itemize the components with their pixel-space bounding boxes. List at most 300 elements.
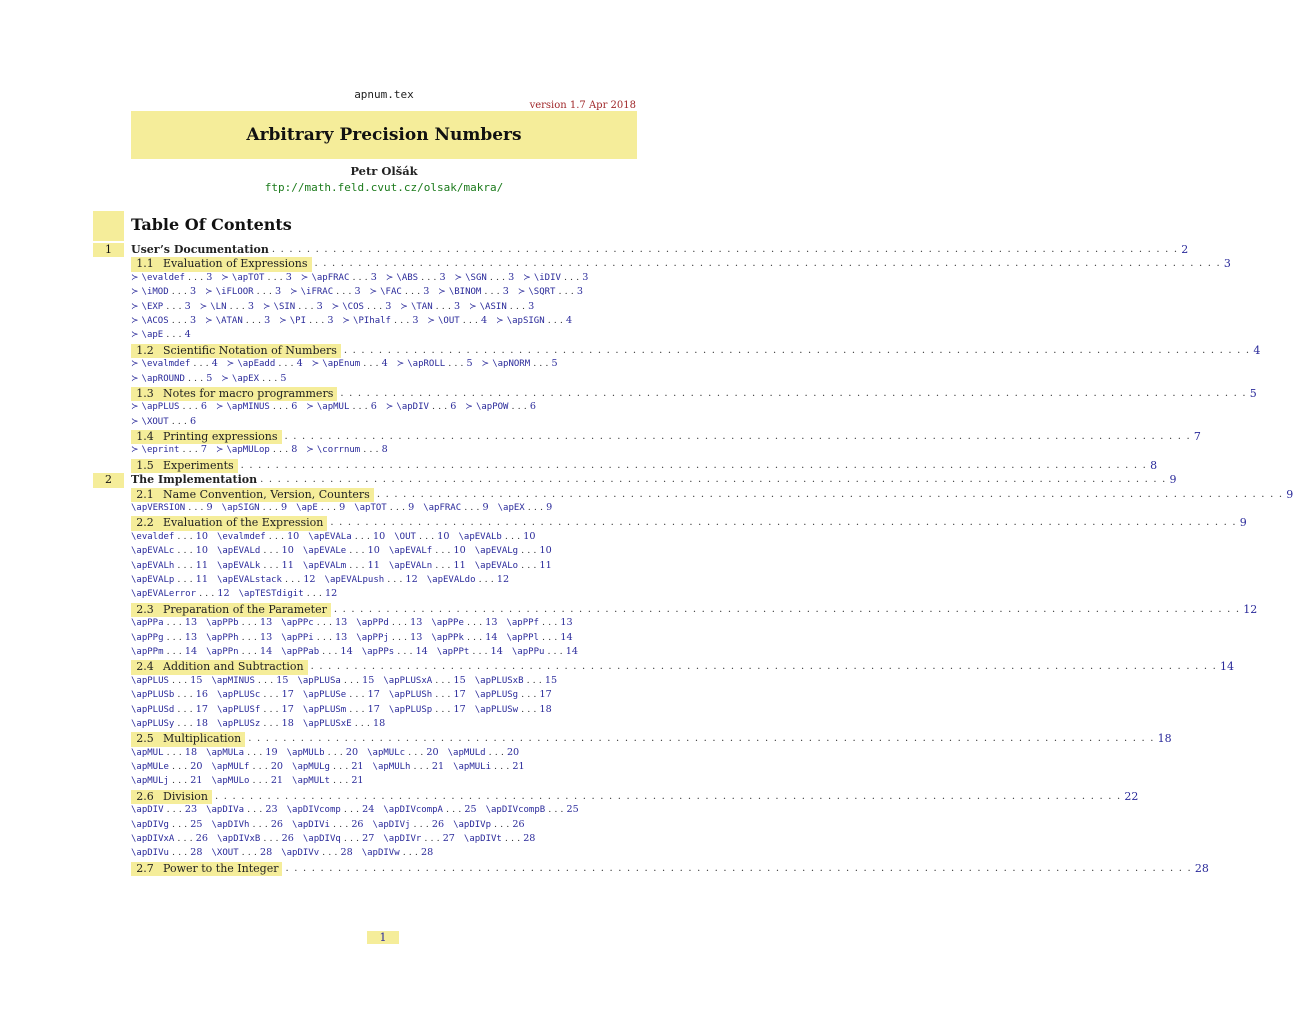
entry-page: 18	[373, 717, 386, 729]
index-entry[interactable]	[431, 617, 497, 628]
index-entry[interactable]	[498, 502, 553, 513]
entry-dots: . . .	[486, 271, 509, 283]
index-entry[interactable]	[227, 358, 303, 369]
subsection-title: Division	[163, 789, 208, 803]
entry-page: 26	[351, 818, 364, 830]
toc-subsection-row[interactable]	[93, 487, 1293, 502]
index-entry[interactable]	[459, 531, 536, 542]
index-entry[interactable]	[222, 502, 287, 513]
macro-name: \COS	[342, 301, 364, 312]
entry-page: 5	[280, 372, 287, 384]
entry-page: 13	[259, 631, 273, 643]
entry-dots: . . .	[524, 502, 547, 514]
entry-page: 5	[551, 358, 558, 370]
page-ref[interactable]: 22	[1124, 789, 1139, 803]
macro-name: \PI	[289, 315, 307, 326]
index-entry[interactable]	[131, 272, 212, 283]
macro-name: \apDIVcomp	[286, 805, 341, 816]
succ-arrow-icon: ≻	[385, 402, 394, 413]
entry-dots: . . .	[475, 573, 497, 585]
macro-name: \apDIV	[396, 402, 429, 413]
index-entry[interactable]	[397, 358, 473, 369]
entry-dots: . . .	[360, 358, 382, 370]
succ-arrow-icon: ≻	[369, 287, 378, 298]
entry-dots: . . .	[168, 314, 190, 326]
entry-page: 10	[453, 545, 466, 557]
index-entry[interactable]	[303, 704, 380, 715]
toc-subsection-row[interactable]	[93, 386, 1257, 401]
index-entry[interactable]	[475, 560, 552, 571]
entry-page: 4	[481, 314, 488, 326]
index-entry[interactable]	[131, 588, 230, 599]
index-entry[interactable]	[303, 833, 375, 844]
macro-name: \apDIVr	[383, 834, 422, 845]
index-entry[interactable]	[131, 617, 197, 628]
index-entry[interactable]	[217, 704, 294, 715]
macro-name: \apDIVg	[131, 819, 169, 830]
macro-name: \apMULd	[447, 747, 486, 758]
index-entry[interactable]	[206, 747, 278, 758]
succ-arrow-icon: ≻	[306, 445, 314, 456]
index-entry[interactable]	[292, 775, 364, 786]
index-entry[interactable]	[212, 675, 289, 686]
index-entry[interactable]	[356, 617, 422, 628]
index-entry[interactable]	[343, 315, 419, 326]
entry-dots: . . .	[401, 286, 424, 298]
macro-name: \SQRT	[528, 287, 556, 298]
entry-dots: . . .	[432, 703, 454, 715]
index-entry[interactable]	[506, 617, 572, 628]
index-entry[interactable]	[306, 401, 377, 412]
entry-dots: . . .	[432, 674, 454, 686]
index-entry[interactable]	[290, 286, 361, 297]
index-entries-row	[93, 272, 675, 286]
toc-subsection-row[interactable]	[93, 430, 1201, 444]
macro-name: \apPPu	[511, 646, 545, 657]
entry-dots: . . .	[260, 559, 282, 571]
entry-page: 25	[464, 804, 477, 816]
index-entry[interactable]	[131, 747, 197, 758]
entry-dots: . . .	[275, 358, 297, 370]
index-entry[interactable]	[303, 718, 385, 729]
index-entry[interactable]	[512, 646, 578, 657]
macro-name: \SIN	[273, 301, 296, 312]
index-entry[interactable]	[206, 617, 272, 628]
index-entry[interactable]	[131, 704, 208, 715]
macro-name: \evalmdef	[216, 531, 266, 542]
entry-page: 19	[265, 746, 278, 758]
index-entry[interactable]	[475, 689, 552, 700]
entry-page: 3	[327, 314, 334, 326]
entry-dots: . . .	[329, 775, 352, 787]
index-entry[interactable]	[475, 704, 552, 715]
entry-page: 28	[190, 847, 203, 859]
succ-arrow-icon: ≻	[469, 301, 477, 312]
entry-dots: . . .	[238, 645, 260, 657]
macro-name: \apTESTdigit	[238, 589, 304, 600]
index-entry[interactable]	[131, 531, 208, 542]
index-entry[interactable]	[464, 833, 536, 844]
entry-page: 6	[450, 401, 457, 413]
entry-page: 11	[195, 573, 208, 585]
entry-page: 21	[270, 775, 284, 787]
macro-name: \corrnum	[316, 445, 361, 456]
index-entry[interactable]	[131, 718, 208, 729]
index-entry[interactable]	[292, 761, 364, 772]
index-entry[interactable]	[131, 329, 191, 340]
index-entry[interactable]	[221, 373, 286, 384]
index-entry[interactable]	[325, 574, 418, 585]
index-entry[interactable]	[206, 804, 278, 815]
index-entry[interactable]	[354, 502, 414, 513]
macro-name: \apMULi	[453, 762, 491, 773]
macro-name: \apPLUSa	[297, 675, 341, 686]
index-entry[interactable]	[523, 272, 588, 283]
succ-arrow-icon: ≻	[427, 315, 435, 326]
index-entry[interactable]	[217, 560, 294, 571]
index-entry[interactable]	[438, 286, 509, 297]
toc-subsection-row[interactable]	[93, 516, 1247, 530]
toc-section-row[interactable]	[93, 243, 1189, 257]
succ-arrow-icon: ≻	[290, 287, 298, 298]
index-entry[interactable]	[356, 632, 422, 643]
index-entry[interactable]	[212, 775, 284, 786]
index-entry[interactable]	[131, 545, 208, 556]
index-entries-row	[93, 286, 675, 300]
index-entries-row	[93, 301, 675, 315]
index-entry[interactable]	[131, 819, 203, 830]
index-entry[interactable]	[496, 315, 572, 326]
index-entry[interactable]	[312, 358, 388, 369]
index-entry[interactable]	[475, 675, 557, 686]
index-entry[interactable]	[263, 301, 323, 312]
index-entry[interactable]	[423, 502, 488, 513]
index-entry[interactable]	[212, 847, 273, 858]
macro-name: \apFRAC	[423, 503, 462, 514]
page-ref[interactable]: 8	[1150, 458, 1158, 472]
index-entry[interactable]	[131, 373, 212, 384]
macro-name: \FAC	[380, 287, 402, 298]
index-entry[interactable]	[455, 272, 515, 283]
index-entry[interactable]	[486, 804, 579, 815]
leader-dots: . . . . . . . . . . . . . . . . . . . . . . . . . . . . . . . . . . . . . . . . . . . . . . . . . . . . . . . . . . . . . . . . . . . . . . . . . . . . . . . . . . . . . . . . . . . . . . . . . . . . . . . .	[240, 459, 1148, 471]
index-entry[interactable]	[281, 646, 353, 657]
index-entry[interactable]	[131, 416, 196, 427]
index-entry[interactable]	[386, 272, 446, 283]
entry-page: 27	[362, 833, 375, 845]
index-entry[interactable]	[465, 401, 536, 412]
succ-arrow-icon: ≻	[131, 402, 139, 413]
page-ref[interactable]: 4	[1253, 343, 1261, 357]
entry-page: 3	[370, 271, 377, 283]
index-entry[interactable]	[453, 819, 525, 830]
entry-page: 21	[431, 761, 445, 773]
succ-arrow-icon: ≻	[465, 402, 473, 413]
index-entry[interactable]	[131, 358, 218, 369]
index-entry[interactable]	[297, 675, 374, 686]
entry-page: 9	[206, 502, 213, 514]
toc-subsection-row[interactable]	[93, 861, 1209, 876]
entry-dots: . . .	[319, 847, 341, 859]
index-entries-row	[93, 401, 675, 415]
index-entry[interactable]	[131, 775, 203, 786]
leader-dots: . . . . . . . . . . . . . . . . . . . . . . . . . . . . . . . . . . . . . . . . . . . . . . . . . . . . . . . . . . . . . . . . . . . . . . . . . . . . . . . . . . . . . . . . . . . . . . . . . . . . . . . .	[214, 790, 1122, 802]
index-entry[interactable]	[292, 819, 364, 830]
toc-subsection-row[interactable]	[93, 789, 1139, 804]
toc-subsection-row[interactable]	[93, 343, 1261, 358]
index-entry[interactable]	[431, 632, 497, 643]
entry-page: 26	[512, 818, 525, 830]
entry-dots: . . .	[174, 573, 196, 585]
entry-dots: . . .	[163, 804, 185, 816]
entry-dots: . . .	[491, 818, 513, 830]
index-entry[interactable]	[131, 646, 197, 657]
entry-page: 6	[370, 401, 377, 413]
index-entry[interactable]	[217, 531, 299, 542]
index-entries-row	[93, 804, 675, 818]
macro-name: \apMINUS	[226, 402, 270, 413]
index-entry[interactable]	[303, 689, 380, 700]
macro-name: \apPLUSg	[474, 690, 519, 701]
macro-name: \apPLUSy	[131, 718, 175, 729]
index-entry[interactable]	[389, 560, 466, 571]
entry-page: 11	[281, 559, 294, 571]
index-entry[interactable]	[506, 632, 572, 643]
index-entry[interactable]	[221, 272, 292, 283]
macro-name: \apEVALd	[216, 546, 261, 557]
entry-page: 28	[421, 847, 434, 859]
index-entry[interactable]	[206, 646, 272, 657]
entry-page: 17	[367, 703, 380, 715]
index-entry[interactable]	[427, 574, 509, 585]
toc-subsection-row[interactable]	[93, 257, 1231, 271]
index-entry[interactable]	[308, 531, 385, 542]
index-entry[interactable]	[131, 301, 191, 312]
macro-name: \apEVALdo	[426, 574, 476, 585]
index-entry[interactable]	[475, 545, 552, 556]
index-entry[interactable]	[437, 646, 503, 657]
index-entry[interactable]	[448, 747, 520, 758]
index-entry[interactable]	[400, 301, 460, 312]
macro-name: \apDIVu	[131, 848, 169, 859]
entry-page: 15	[190, 674, 203, 686]
index-entry[interactable]	[205, 286, 281, 297]
index-entry[interactable]	[386, 401, 457, 412]
macro-name: \apDIVcompB	[485, 805, 546, 816]
index-entry[interactable]	[279, 315, 333, 326]
index-entry[interactable]	[217, 689, 294, 700]
index-entry[interactable]	[287, 804, 375, 815]
macro-name: \apMULf	[211, 762, 250, 773]
index-entry[interactable]	[389, 704, 466, 715]
macro-name: \iDIV	[533, 272, 561, 283]
index-entry[interactable]	[281, 632, 347, 643]
index-entry[interactable]	[301, 272, 377, 283]
page-ref[interactable]: 18	[1157, 732, 1172, 746]
page-ref[interactable]: 28	[1194, 861, 1209, 875]
page-ref[interactable]: 9	[1169, 473, 1177, 487]
index-entry[interactable]	[131, 632, 197, 643]
index-entry[interactable]	[216, 444, 297, 455]
index-entry[interactable]	[131, 833, 208, 844]
macro-name: \apPPa	[131, 618, 164, 629]
index-entry[interactable]	[287, 747, 359, 758]
index-entry[interactable]	[332, 301, 392, 312]
entry-page: 20	[506, 746, 520, 758]
subsection-highlight	[131, 660, 308, 674]
succ-arrow-icon: ≻	[523, 272, 531, 283]
index-entry[interactable]	[383, 804, 476, 815]
entry-dots: . . .	[190, 358, 212, 370]
entry-dots: . . .	[168, 674, 191, 686]
macro-name: \apEVALc	[131, 546, 175, 557]
entry-page: 6	[190, 415, 197, 427]
index-entry[interactable]	[427, 315, 487, 326]
index-entry[interactable]	[217, 545, 294, 556]
index-entries-row	[93, 444, 675, 458]
index-entry[interactable]	[205, 315, 270, 326]
index-entry[interactable]	[131, 560, 208, 571]
macro-name: \apEVALm	[302, 560, 347, 571]
page-ref[interactable]: 9	[1286, 487, 1293, 501]
page-ref[interactable]: 5	[1249, 386, 1257, 400]
index-entry[interactable]	[370, 286, 430, 297]
macro-name: \XOUT	[211, 848, 239, 859]
index-entry[interactable]	[469, 301, 534, 312]
index-entry[interactable]	[303, 560, 380, 571]
page-ref[interactable]: 14	[1219, 660, 1234, 674]
succ-arrow-icon: ≻	[496, 315, 504, 326]
entry-page: 26	[281, 833, 294, 845]
entry-page: 4	[211, 358, 218, 370]
index-entry[interactable]	[296, 502, 345, 513]
macro-name: \apPPs	[361, 646, 395, 657]
macro-name: \apPPn	[206, 646, 239, 657]
macro-name: \apMULc	[367, 747, 406, 758]
entry-dots: . . .	[432, 300, 454, 312]
macro-name: \ABS	[396, 272, 419, 283]
macro-name: \apDIV	[131, 805, 164, 816]
page-ref[interactable]: 7	[1193, 430, 1201, 444]
index-entry[interactable]	[131, 847, 203, 858]
entry-dots: . . .	[340, 674, 363, 686]
index-entry[interactable]	[217, 574, 316, 585]
entry-page: 12	[496, 573, 510, 585]
entry-page: 26	[195, 833, 208, 845]
entry-page: 10	[437, 530, 450, 542]
leader-dots: . . . . . . . . . . . . . . . . . . . . . . . . . . . . . . . . . . . . . . . . . . . . . . . . . . . . . . . . . . . . . . . . . . . . . . . . . . . . . . . . . . . . . . . . . . . . . . . . . . . . . . . .	[285, 862, 1192, 874]
entry-page: 11	[539, 559, 552, 571]
index-entry[interactable]	[212, 761, 284, 772]
entry-page: 13	[560, 617, 573, 629]
macro-name: \apMUL	[131, 747, 164, 758]
index-entry[interactable]	[216, 401, 297, 412]
index-entry[interactable]	[217, 718, 294, 729]
index-entry[interactable]	[206, 632, 272, 643]
succ-arrow-icon: ≻	[306, 402, 314, 413]
index-entry[interactable]	[453, 761, 525, 772]
toc-subsection-row[interactable]	[93, 602, 1258, 617]
index-entry[interactable]	[281, 617, 347, 628]
index-entry[interactable]	[373, 819, 445, 830]
macro-name: \OUT	[394, 531, 416, 542]
index-entry[interactable]	[131, 689, 208, 700]
entry-page: 4	[296, 358, 303, 370]
index-entry[interactable]	[281, 847, 353, 858]
index-entry[interactable]	[303, 545, 380, 556]
entry-dots: . . .	[410, 818, 432, 830]
index-entry[interactable]	[217, 833, 294, 844]
index-entry[interactable]	[383, 675, 465, 686]
toc-subsection-row[interactable]	[93, 732, 1172, 746]
macro-name: \apPLUSxA	[383, 675, 433, 686]
leader-dots: . . . . . . . . . . . . . . . . . . . . . . . . . . . . . . . . . . . . . . . . . . . . . . . . . . . . . . . . . . . . . . . . . . . . . . . . . . . . . . . . . . . . . . . . . . . . . . . . . . . . . . . .	[376, 488, 1284, 500]
index-entry[interactable]	[212, 819, 284, 830]
subsection-title: Scientific Notation of Numbers	[163, 343, 337, 357]
index-entry[interactable]	[131, 804, 197, 815]
entry-dots: . . .	[179, 444, 201, 456]
index-entry[interactable]	[131, 315, 196, 326]
index-entry[interactable]	[131, 401, 207, 412]
entry-dots: . . .	[174, 689, 196, 701]
index-entry[interactable]	[383, 833, 455, 844]
entry-page: 9	[280, 502, 288, 514]
entry-page: 13	[184, 617, 198, 629]
entry-dots: . . .	[303, 588, 325, 600]
index-entry[interactable]	[367, 747, 439, 758]
macro-name: \BINOM	[448, 287, 482, 298]
entry-dots: . . .	[346, 689, 368, 701]
page-ref[interactable]: 3	[1223, 257, 1231, 271]
index-entry[interactable]	[482, 358, 558, 369]
entry-page: 3	[582, 271, 589, 283]
subsection-highlight	[131, 603, 331, 617]
page-ref[interactable]: 12	[1243, 602, 1258, 616]
index-entry[interactable]	[373, 761, 445, 772]
toc-subsection-row[interactable]	[93, 458, 1158, 473]
index-entry[interactable]	[131, 574, 208, 585]
toc-section-row[interactable]	[93, 473, 1177, 487]
toc-subsection-row[interactable]	[93, 660, 1234, 674]
index-entry[interactable]	[518, 286, 583, 297]
entry-dots: . . .	[545, 804, 567, 816]
macro-name: \apPPm	[131, 646, 164, 657]
page-ref[interactable]: 9	[1239, 516, 1247, 530]
index-entry[interactable]	[239, 588, 338, 599]
macro-name: \PIhalf	[353, 315, 391, 326]
succ-arrow-icon: ≻	[131, 287, 139, 298]
index-entries-row	[93, 819, 675, 833]
subsection-number: 1.4	[136, 430, 154, 444]
entry-dots: . . .	[249, 818, 271, 830]
page-ref[interactable]: 2	[1181, 243, 1189, 256]
index-entry[interactable]	[389, 545, 466, 556]
source-url-link[interactable]: ftp://math.feld.cvut.cz/olsak/makra/	[264, 181, 504, 194]
index-entry[interactable]	[306, 444, 387, 455]
index-entry[interactable]	[394, 531, 449, 542]
index-entry[interactable]	[389, 689, 466, 700]
index-entry[interactable]	[131, 675, 203, 686]
entry-dots: . . .	[544, 314, 566, 326]
index-entry[interactable]	[200, 301, 254, 312]
index-entry[interactable]	[131, 761, 203, 772]
entry-page: 13	[259, 617, 273, 629]
index-entry[interactable]	[362, 847, 434, 858]
index-entry[interactable]	[362, 646, 428, 657]
index-entry[interactable]	[131, 444, 207, 455]
index-entry[interactable]	[131, 502, 213, 513]
index-entry[interactable]	[131, 286, 196, 297]
